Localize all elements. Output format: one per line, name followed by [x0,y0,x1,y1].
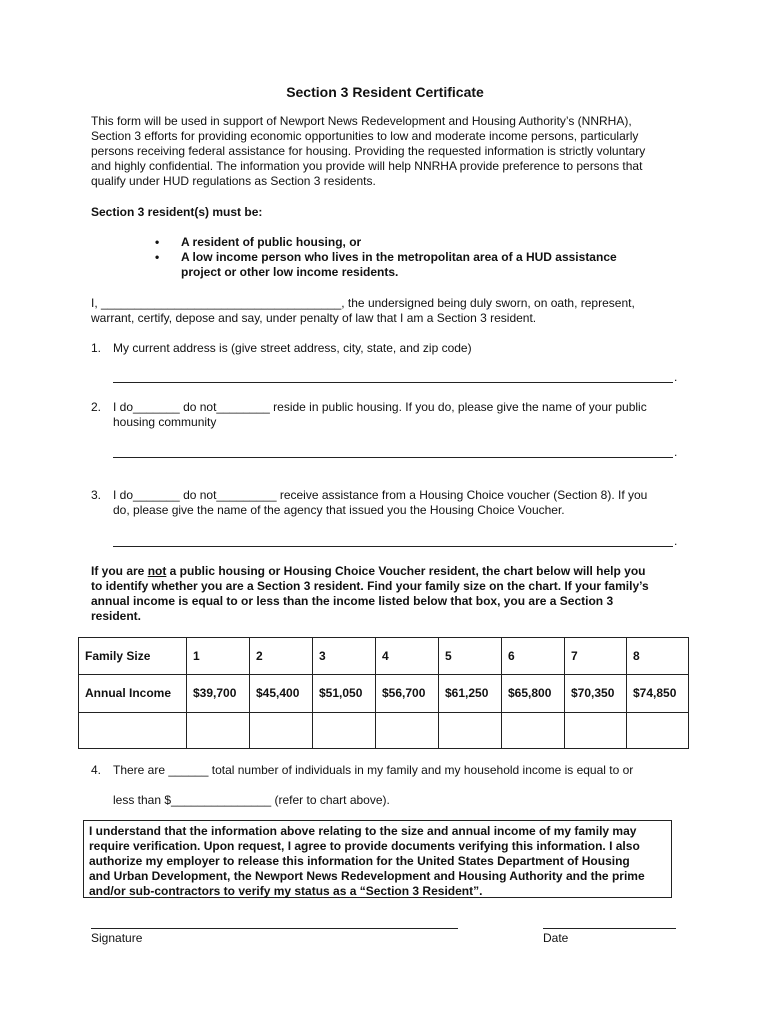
table-row-annual-income [79,675,689,713]
notice-line: require verification. Upon request, I agree to provide documents verifying this information. I also [89,839,640,853]
family-size-cell: 6 [502,638,565,675]
item-1 [91,341,472,356]
income-cell: $74,850 [627,675,689,713]
bullet-icon: • [155,235,160,249]
address-field[interactable] [113,382,673,383]
intro-line: persons receiving federal assistance for housing. Providing the requested information is strictly voluntary [91,144,646,158]
signature-field[interactable] [91,928,458,929]
item-2 [91,400,647,415]
intro-line: This form will be used in support of Newport News Redevelopment and Housing Authority’s (NNRHA), [91,114,632,128]
date-label: Date [543,931,569,945]
oath-line-1[interactable]: I, ____________________________________, the undersigned being duly sworn, on oath, represent, [91,296,635,310]
chart-intro: If you are not a public housing or Housing Choice Voucher resident, the chart below will help you to identify whether you are a Section 3 resident. Find your family size on the chart. If your family’s annual income is equal to or less than the income listed below that box, you are a Section 3 resident. [91,564,649,623]
item-text-continuation: housing community [113,415,217,429]
bullet-icon: • [155,250,160,264]
income-cell: $65,800 [502,675,565,713]
intro-line: qualify under HUD regulations as Section 3 residents. [91,174,376,188]
blank-cell[interactable] [627,713,689,749]
must-be-heading: Section 3 resident(s) must be: [91,205,263,219]
intro-line: Section 3 efforts for providing economic opportunities to low and moderate income persons, particularly [91,129,639,143]
income-limits-table [78,637,689,749]
item-number: 1. [91,341,102,355]
blank-cell[interactable] [313,713,376,749]
item-number: 3. [91,488,102,502]
blank-cell[interactable] [250,713,313,749]
item-4 [91,763,633,778]
item-text[interactable]: I do_______ do not________ reside in public housing. If you do, please give the name of your public [113,400,647,414]
income-cell: $45,400 [250,675,313,713]
item-text[interactable]: There are ______ total number of individuals in my family and my household income is equal to or [113,763,634,777]
item-number: 4. [91,763,102,777]
family-size-cell: 8 [627,638,689,675]
family-size-cell: 7 [565,638,627,675]
notice-line: I understand that the information above relating to the size and annual income of my family may [89,824,637,838]
intro-paragraph [91,114,691,189]
page-title: Section 3 Resident Certificate [286,84,484,100]
item-text-continuation: do, please give the name of the agency that issued you the Housing Choice Voucher. [113,503,565,517]
line-end: . [674,370,678,384]
notice-line: and Urban Development, the Newport News Redevelopment and Housing Authority and the prime [89,869,645,883]
family-size-cell: 4 [376,638,439,675]
date-field[interactable] [543,928,676,929]
blank-cell[interactable] [187,713,250,749]
income-cell: $51,050 [313,675,376,713]
notice-line: and/or sub-contractors to verify my status as a “Section 3 Resident”. [89,884,483,898]
table-row-blank [79,713,689,749]
family-size-cell: 5 [439,638,502,675]
income-cell: $70,350 [565,675,627,713]
blank-cell[interactable] [502,713,565,749]
line-end: . [674,534,678,548]
item-number: 2. [91,400,102,414]
signature-label: Signature [91,931,143,945]
requirements-list [155,235,675,280]
list-item-continuation: project or other low income residents. [181,265,399,279]
item-text-continuation[interactable]: less than $_______________ (refer to chart above). [113,793,390,807]
item-text[interactable]: I do_______ do not_________ receive assistance from a Housing Choice voucher (Section 8). If you [113,488,648,502]
housing-community-field[interactable] [113,457,673,458]
item-text: My current address is (give street address, city, state, and zip code) [113,341,472,355]
notice-line: authorize my employer to release this information for the United States Department of Housing [89,854,630,868]
row-header: Family Size [79,638,187,675]
blank-cell[interactable] [565,713,627,749]
blank-cell[interactable] [376,713,439,749]
list-item: • A resident of public housing, or [155,235,362,249]
income-cell: $61,250 [439,675,502,713]
blank-cell[interactable] [439,713,502,749]
agency-name-field[interactable] [113,546,673,547]
list-item: • A low income person who lives in the metropolitan area of a HUD assistance [155,250,617,264]
item-3 [91,488,647,503]
blank-cell[interactable] [79,713,187,749]
intro-line: and highly confidential. The information you provide will help NNRHA provide preference to persons that [91,159,643,173]
income-cell: $56,700 [376,675,439,713]
row-header: Annual Income [79,675,187,713]
line-end: . [674,445,678,459]
table-row-family-size [79,638,689,675]
oath-line-2: warrant, certify, depose and say, under penalty of law that I am a Section 3 resident. [91,311,537,325]
family-size-cell: 1 [187,638,250,675]
income-cell: $39,700 [187,675,250,713]
family-size-cell: 2 [250,638,313,675]
verification-notice [83,820,672,898]
family-size-cell: 3 [313,638,376,675]
